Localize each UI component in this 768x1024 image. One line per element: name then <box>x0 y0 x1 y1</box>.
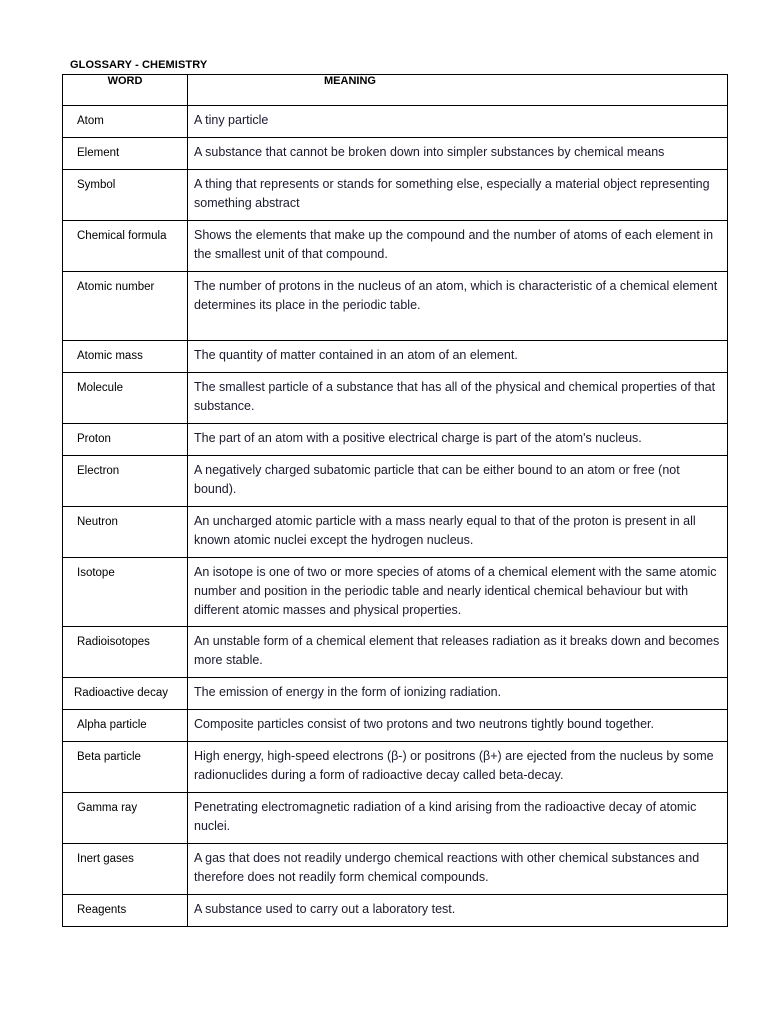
table-row <box>63 507 728 558</box>
table-row <box>63 627 728 678</box>
document-title: GLOSSARY - CHEMISTRY <box>70 59 208 71</box>
meaning-cell: A thing that represents or stands for something else, especially a material object representing something abstract <box>188 170 728 221</box>
word-cell: Beta particle <box>63 742 188 793</box>
meaning-cell: The part of an atom with a positive electrical charge is part of the atom's nucleus. <box>188 424 728 456</box>
table-row <box>63 742 728 793</box>
word-cell: Gamma ray <box>63 793 188 844</box>
meaning-cell: Shows the elements that make up the compound and the number of atoms of each element in the smallest unit of that compound. <box>188 221 728 272</box>
meaning-cell: Penetrating electromagnetic radiation of a kind arising from the radioactive decay of atomic nuclei. <box>188 793 728 844</box>
table-row <box>63 793 728 844</box>
column-header-meaning: MEANING <box>188 75 728 106</box>
table-row <box>63 710 728 742</box>
meaning-cell: The smallest particle of a substance that has all of the physical and chemical properties of that substance. <box>188 373 728 424</box>
meaning-cell: A substance that cannot be broken down into simpler substances by chemical means <box>188 138 728 170</box>
table-row <box>63 678 728 710</box>
word-cell: Inert gases <box>63 844 188 895</box>
table-row <box>63 558 728 627</box>
table-row <box>63 895 728 927</box>
meaning-cell: An unstable form of a chemical element that releases radiation as it breaks down and becomes more stable. <box>188 627 728 678</box>
meaning-cell: Composite particles consist of two protons and two neutrons tightly bound together. <box>188 710 728 742</box>
word-cell: Chemical formula <box>63 221 188 272</box>
word-cell: Reagents <box>63 895 188 927</box>
word-cell: Molecule <box>63 373 188 424</box>
meaning-cell: The number of protons in the nucleus of an atom, which is characteristic of a chemical element determines its place in the periodic table. <box>188 272 728 341</box>
word-cell: Radioactive decay <box>63 678 188 710</box>
word-cell: Alpha particle <box>63 710 188 742</box>
column-header-word: WORD <box>63 75 188 106</box>
meaning-cell: The quantity of matter contained in an atom of an element. <box>188 341 728 373</box>
table-row <box>63 106 728 138</box>
word-cell: Isotope <box>63 558 188 627</box>
word-cell: Electron <box>63 456 188 507</box>
table-row <box>63 844 728 895</box>
meaning-cell: High energy, high-speed electrons (β-) or positrons (β+) are ejected from the nucleus by some radionuclides during a form of radioactive decay called beta-decay. <box>188 742 728 793</box>
meaning-cell: A tiny particle <box>188 106 728 138</box>
meaning-cell: The emission of energy in the form of ionizing radiation. <box>188 678 728 710</box>
table-row <box>63 138 728 170</box>
table-row <box>63 170 728 221</box>
word-cell: Proton <box>63 424 188 456</box>
word-cell: Element <box>63 138 188 170</box>
meaning-cell: An isotope is one of two or more species of atoms of a chemical element with the same atomic number and position in the periodic table and nearly identical chemical behaviour but with different atomic masses and physical properties. <box>188 558 728 627</box>
table-row <box>63 373 728 424</box>
table-row <box>63 221 728 272</box>
word-cell: Atomic mass <box>63 341 188 373</box>
word-cell: Symbol <box>63 170 188 221</box>
table-row <box>63 272 728 341</box>
meaning-cell: An uncharged atomic particle with a mass nearly equal to that of the proton is present in all known atomic nuclei except the hydrogen nucleus. <box>188 507 728 558</box>
table-row <box>63 456 728 507</box>
table-row <box>63 424 728 456</box>
meaning-cell: A negatively charged subatomic particle that can be either bound to an atom or free (not bound). <box>188 456 728 507</box>
word-cell: Radioisotopes <box>63 627 188 678</box>
table-row <box>63 341 728 373</box>
glossary-table <box>62 74 728 927</box>
meaning-cell: A gas that does not readily undergo chemical reactions with other chemical substances and therefore does not readily form chemical compounds. <box>188 844 728 895</box>
meaning-cell: A substance used to carry out a laboratory test. <box>188 895 728 927</box>
word-cell: Atom <box>63 106 188 138</box>
word-cell: Neutron <box>63 507 188 558</box>
table-header-row <box>63 75 728 106</box>
word-cell: Atomic number <box>63 272 188 341</box>
